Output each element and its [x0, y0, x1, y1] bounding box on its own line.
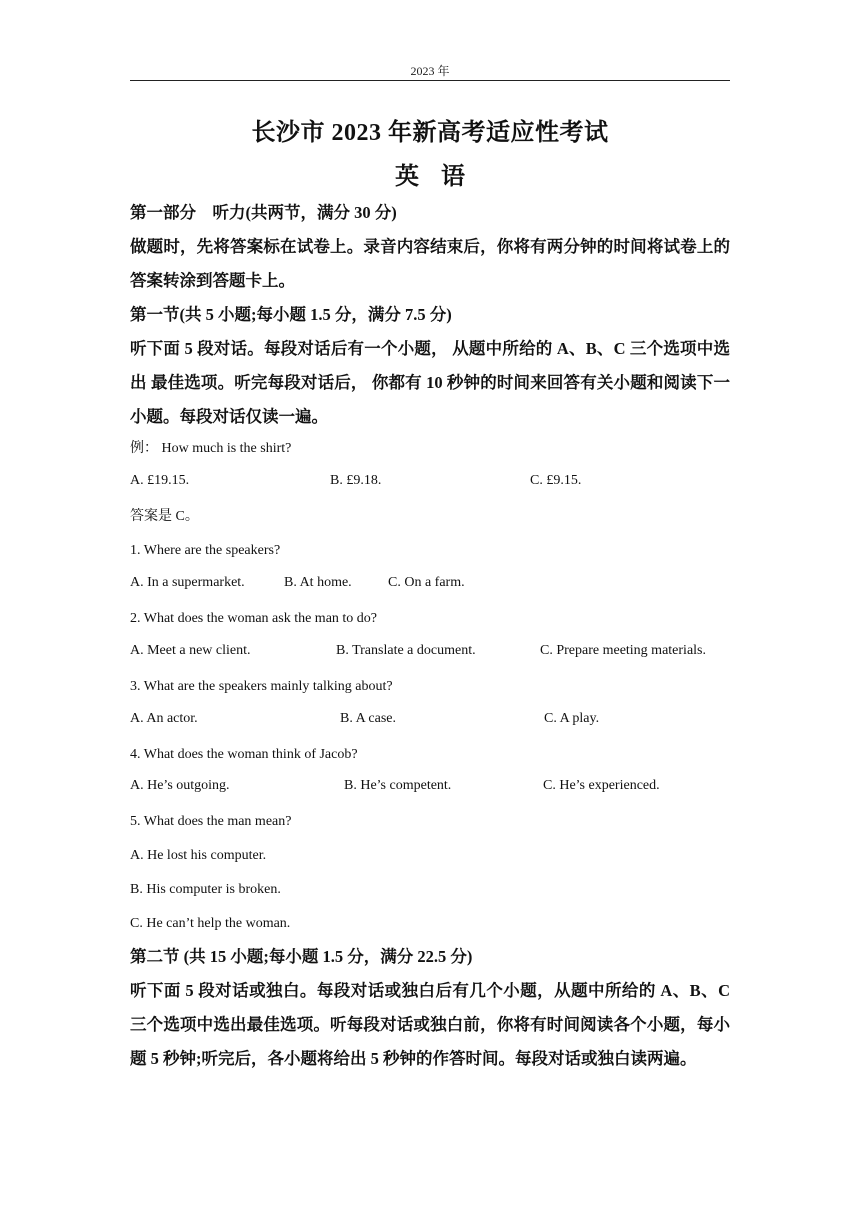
- q3-option-c: C. A play.: [544, 711, 600, 726]
- question-5: 5. What does the man mean?: [130, 814, 292, 829]
- q3-option-b: B. A case.: [340, 711, 396, 726]
- q2-option-c: C. Prepare meeting materials.: [540, 643, 706, 658]
- page-header: 2023 年: [410, 64, 450, 78]
- q1-option-c: C. On a farm.: [388, 575, 465, 590]
- question-4-options: [130, 778, 730, 798]
- exam-title: 长沙市 2023 年新高考适应性考试: [251, 120, 609, 146]
- part1-heading: 第一部分 听力(共两节，满分 30 分): [130, 203, 397, 222]
- q4-option-b: B. He’s competent.: [344, 778, 452, 793]
- example-options: [130, 473, 730, 493]
- example-answer: 答案是 C。: [130, 509, 199, 524]
- section1-instruction: 听下面 5 段对话。每段对话后有一个小题， 从题中所给的 A、B、C 三个选项中选出 最佳选项。听完每段对话后， 你都有 10 秒钟的时间来回答有关小题和阅读下一小题。每段对话仅读一遍。: [130, 339, 730, 426]
- q1-option-a: A. In a supermarket.: [130, 575, 245, 590]
- question-2-options: [130, 643, 730, 663]
- q4-option-a: A. He’s outgoing.: [130, 778, 230, 793]
- example-option-a: A. £19.15.: [130, 473, 190, 488]
- question-3-options: [130, 711, 730, 731]
- example-option-c: C. £9.15.: [530, 473, 582, 488]
- question-2: 2. What does the woman ask the man to do?: [130, 611, 378, 626]
- part1-instruction: 做题时，先将答案标在试卷上。录音内容结束后，你将有两分钟的时间将试卷上的 答案转涂到答题卡上。: [130, 237, 730, 290]
- q2-option-a: A. Meet a new client.: [130, 643, 251, 658]
- subject-title: 英语: [395, 164, 487, 190]
- header-rule: [130, 80, 730, 81]
- question-3: 3. What are the speakers mainly talking about?: [130, 679, 393, 694]
- q5-option-a: A. He lost his computer.: [130, 848, 267, 863]
- question-1-options: [130, 575, 730, 595]
- q2-option-b: B. Translate a document.: [336, 643, 476, 658]
- section2-heading: 第二节 (共 15 小题;每小题 1.5 分，满分 22.5 分): [130, 947, 473, 966]
- section2-instruction: 听下面 5 段对话或独白。每段对话或独白后有几个小题，从题中所给的 A、B、C 三个选项中选出最佳选项。听每段对话或独白前，你将有时间阅读各个小题，每小题 5 秒钟;听完后，各小题将给出 5 秒钟的作答时间。每段对话或独白读两遍。: [130, 981, 730, 1068]
- question-4: 4. What does the woman think of Jacob?: [130, 747, 358, 762]
- section1-heading: 第一节(共 5 小题;每小题 1.5 分，满分 7.5 分): [130, 305, 452, 324]
- q1-option-b: B. At home.: [284, 575, 352, 590]
- example-question: 例： How much is the shirt?: [130, 441, 292, 456]
- example-option-b: B. £9.18.: [330, 473, 382, 488]
- q3-option-a: A. An actor.: [130, 711, 198, 726]
- q5-option-b: B. His computer is broken.: [130, 882, 281, 897]
- question-1: 1. Where are the speakers?: [130, 543, 281, 558]
- q5-option-c: C. He can’t help the woman.: [130, 916, 291, 931]
- q4-option-c: C. He’s experienced.: [543, 778, 660, 793]
